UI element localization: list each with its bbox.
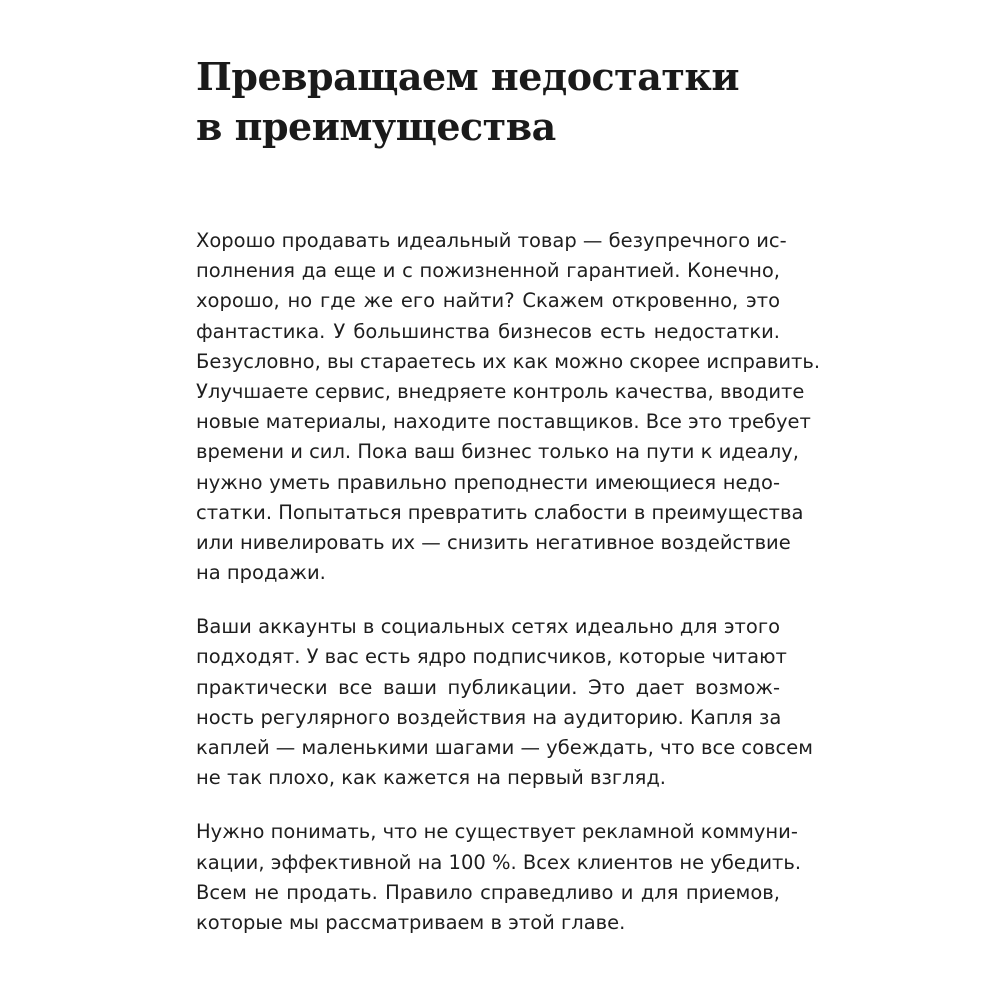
title-line: в преимущества: [196, 104, 556, 149]
text-line: полнения да еще и с пожизненной гарантией. Конечно,: [196, 259, 780, 283]
paragraph-3: [196, 817, 802, 938]
text-line: которые мы рассматриваем в этой главе.: [196, 910, 626, 934]
text-line: нужно уметь правильно преподнести имеющиеся недо-: [196, 470, 780, 494]
paragraph-2: [196, 612, 813, 793]
text-line: практически все ваши публикации. Это дает возмож-: [196, 675, 780, 699]
text-line: не так плохо, как кажется на первый взгляд.: [196, 766, 667, 790]
text-line: новые материалы, находите поставщиков. Все это требует: [196, 410, 811, 434]
text-line: времени и сил. Пока ваш бизнес только на пути к идеалу,: [196, 440, 799, 464]
text-line: Безусловно, вы стараетесь их как можно скорее исправить.: [196, 349, 821, 373]
text-line: кации, эффективной на 100 %. Всех клиентов не убедить.: [196, 850, 802, 874]
title-line: Превращаем недостатки: [196, 54, 740, 99]
text-line: хорошо, но где же его найти? Скажем откровенно, это: [196, 289, 780, 313]
page-title: [196, 52, 816, 152]
body-text: [196, 226, 821, 962]
text-line: на продажи.: [196, 561, 326, 585]
text-line: фантастика. У большинства бизнесов есть недостатки.: [196, 319, 780, 343]
text-line: Нужно понимать, что не существует рекламной коммуни-: [196, 820, 798, 844]
text-line: или нивелировать их — снизить негативное воздействие: [196, 530, 791, 554]
text-line: статки. Попытаться превратить слабости в преимущества: [196, 500, 804, 524]
text-line: Всем не продать. Правило справедливо и для приемов,: [196, 880, 780, 904]
text-line: ность регулярного воздействия на аудиторию. Капля за: [196, 705, 782, 729]
text-line: каплей — маленькими шагами — убеждать, что все совсем: [196, 736, 813, 759]
text-line: Ваши аккаунты в социальных сетях идеально для этого: [196, 615, 780, 639]
text-line: подходят. У вас есть ядро подписчиков, которые читают: [196, 645, 787, 669]
text-line: Улучшаете сервис, внедряете контроль качества, вводите: [196, 379, 805, 403]
paragraph-1: [196, 226, 821, 588]
text-line: Хорошо продавать идеальный товар — безупречного ис-: [196, 229, 787, 252]
